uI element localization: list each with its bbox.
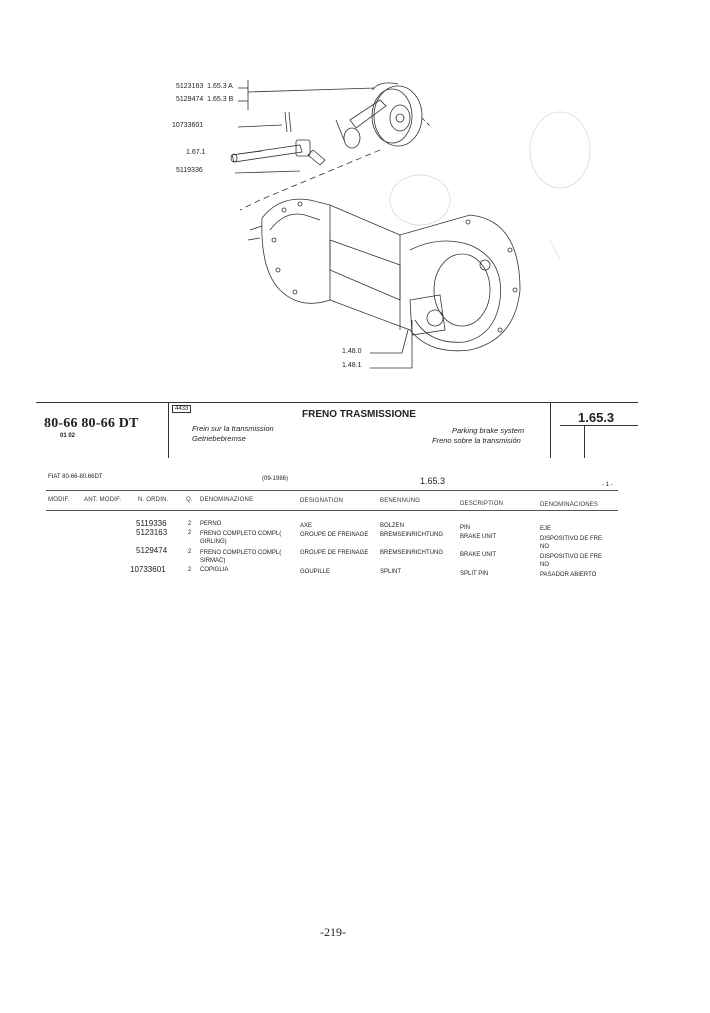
column-header: MODIF. bbox=[48, 497, 70, 503]
benennung-de: BREMSEINRICHTUNG bbox=[380, 550, 444, 556]
designation-fr: GROUPE DE FREINAGE bbox=[300, 550, 369, 556]
part-number: 5119336 bbox=[136, 519, 167, 528]
callout-label: 5123163 1.65.3 A bbox=[176, 83, 233, 90]
title-german: Getriebebremse bbox=[192, 434, 246, 443]
designation-fr: GROUPE DE FREINAGE bbox=[300, 532, 369, 538]
title-spanish: Freno sobre la transmisión bbox=[432, 436, 521, 445]
title-french: Frein sur la transmission bbox=[192, 424, 274, 433]
box-number: 4433 bbox=[172, 405, 191, 413]
quantity: 2 bbox=[188, 521, 192, 527]
benennung-de: SPLINT bbox=[380, 569, 402, 575]
description-en: SPLIT PIN bbox=[460, 571, 489, 577]
date-label: (09-1986) bbox=[262, 476, 289, 482]
quantity: 2 bbox=[188, 549, 192, 555]
denominacion-es: DISPOSITIVO DE FRE NO bbox=[540, 554, 603, 568]
header-divider bbox=[550, 402, 551, 458]
column-header: DESCRIPTION bbox=[460, 501, 504, 507]
page-number: -219- bbox=[320, 925, 346, 939]
designation-fr: AXE bbox=[300, 523, 313, 529]
table-rule bbox=[46, 510, 618, 511]
vehicle-label: FIAT 80-66-80.66DT bbox=[48, 474, 103, 480]
header-divider bbox=[168, 402, 169, 458]
section-title: FRENO TRASMISSIONE bbox=[302, 409, 416, 420]
section-number: 1.65.3 bbox=[578, 410, 615, 425]
column-header: N. ORDIN. bbox=[138, 497, 169, 503]
denominacion-es: PASADOR ABIERTO bbox=[540, 572, 597, 578]
quantity: 2 bbox=[188, 530, 192, 536]
column-header: DESIGNATION bbox=[300, 498, 344, 504]
column-header: BENENNUNG bbox=[380, 498, 421, 504]
model-codes: 01 02 bbox=[60, 433, 76, 439]
part-number: 5129474 bbox=[136, 546, 168, 555]
description-en: BRAKE UNIT bbox=[460, 534, 497, 540]
designation-fr: GOUPILLE bbox=[300, 569, 331, 575]
denominacion-es: DISPOSITIVO DE FRE NO bbox=[540, 536, 603, 550]
header-top-rule bbox=[36, 402, 638, 403]
callout-label: 1.48.0 bbox=[342, 348, 362, 355]
description-en: BRAKE UNIT bbox=[460, 552, 497, 558]
description-en: PIN bbox=[460, 525, 471, 531]
column-header: DENOMINAZIONE bbox=[200, 497, 254, 503]
table-rule bbox=[46, 490, 618, 491]
denomination-it: FRENO COMPLETO COMPL( GIRLING) bbox=[200, 531, 282, 545]
benennung-de: BREMSEINRICHTUNG bbox=[380, 532, 444, 538]
header-divider bbox=[584, 426, 585, 458]
callout-label: 1.67.1 bbox=[186, 149, 206, 156]
callout-label: 1.48.1 bbox=[342, 362, 362, 369]
denomination-it: FRENO COMPLETO COMPL( SIRMAC) bbox=[200, 550, 282, 564]
part-number: 10733601 bbox=[130, 565, 166, 574]
model-name: 80-66 80-66 DT bbox=[44, 416, 139, 431]
column-header: DENOMINACIONES bbox=[540, 502, 599, 508]
section-underline bbox=[560, 425, 638, 426]
benennung-de: BOLZEN bbox=[380, 523, 405, 529]
denomination-it: PERNO bbox=[200, 521, 222, 527]
exploded-diagram bbox=[0, 0, 710, 400]
column-header: ANT. MODIF. bbox=[84, 497, 122, 503]
page-indicator: - 1 - bbox=[602, 482, 613, 488]
table-section: 1.65.3 bbox=[420, 476, 446, 486]
title-english: Parking brake system bbox=[452, 426, 525, 435]
column-header: Q. bbox=[186, 497, 193, 503]
denominacion-es: EJE bbox=[540, 526, 552, 532]
denomination-it: COPIGLIA bbox=[200, 567, 229, 573]
quantity: 2 bbox=[188, 567, 192, 573]
callout-label: 5119336 bbox=[176, 167, 203, 174]
callout-label: 10733601 bbox=[172, 122, 204, 129]
callout-label: 5129474 1.65.3 B bbox=[176, 96, 234, 103]
part-number: 5123163 bbox=[136, 528, 168, 537]
